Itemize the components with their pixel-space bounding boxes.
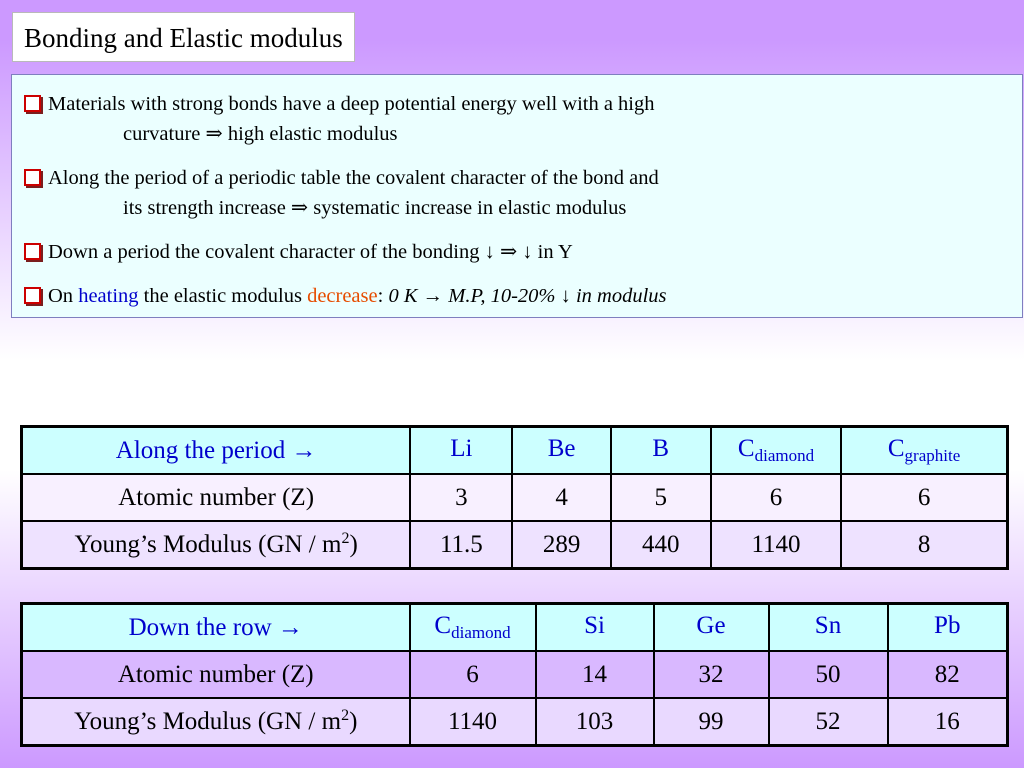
bullet-heating: [24, 281, 1022, 311]
row-label: Atomic number (Z): [22, 474, 411, 521]
bullet-text-line1: Materials with strong bonds have a deep potential energy well with a high: [48, 93, 655, 115]
header-label: Down the row →: [22, 604, 410, 652]
table-row-atomic-number: [22, 474, 1008, 521]
table-cell: 6: [841, 474, 1007, 521]
table-cell: 82: [888, 651, 1008, 698]
decrease-word: decrease: [307, 285, 378, 307]
bullet-on-word: On: [48, 285, 74, 307]
element-cell: [888, 604, 1008, 652]
table-cell: 6: [410, 651, 536, 698]
table-cell: 289: [512, 521, 610, 569]
checkbox-square-icon: [24, 243, 41, 260]
table-header-row: [22, 604, 1008, 652]
table-cell: 1140: [410, 698, 536, 746]
element-symbol: Sn: [814, 612, 842, 639]
table-header-row: [22, 427, 1008, 475]
table-cell: 11.5: [410, 521, 512, 569]
element-subscript: graphite: [904, 446, 961, 465]
colon: :: [377, 285, 384, 307]
table-cell: 440: [611, 521, 711, 569]
checkbox-square-icon: [24, 287, 41, 304]
element-symbol: C: [887, 435, 905, 462]
table-cell: 99: [654, 698, 769, 746]
bullet-text: [48, 281, 1022, 311]
element-symbol: C: [737, 435, 755, 462]
table-cell: 14: [536, 651, 654, 698]
element-symbol: Si: [584, 612, 605, 639]
element-cell: [711, 427, 841, 475]
table-cell: 50: [769, 651, 888, 698]
bullet-mid-text: the elastic modulus: [143, 285, 302, 307]
row-label: [22, 698, 410, 746]
row-label-text: Young’s Modulus (GN / m: [74, 708, 342, 735]
row-label-close: ): [349, 708, 358, 735]
checkbox-square-icon: [24, 169, 41, 186]
element-symbol: Be: [547, 435, 576, 462]
element-cell: [769, 604, 888, 652]
table-cell: 32: [654, 651, 769, 698]
modulus-drop-detail: 0 K → M.P, 10-20% ↓ in modulus: [388, 285, 667, 307]
element-symbol: Pb: [934, 612, 961, 639]
element-symbol: B: [652, 435, 670, 462]
table-along-period: [20, 425, 1009, 570]
element-cell: [512, 427, 610, 475]
table-row-youngs-modulus: [22, 521, 1008, 569]
bullet-text: Down a period the covalent character of the bonding ↓ ⇒ ↓ in Y: [48, 241, 573, 263]
row-label-text: Young’s Modulus (GN / m: [74, 531, 342, 558]
element-cell: [611, 427, 711, 475]
table-cell: 8: [841, 521, 1007, 569]
table-cell: 1140: [711, 521, 841, 569]
table-cell: 6: [711, 474, 841, 521]
element-cell: [410, 604, 536, 652]
element-cell: [841, 427, 1007, 475]
element-subscript: diamond: [754, 446, 815, 465]
bullet-along-period: [24, 163, 1022, 223]
element-symbol: Li: [450, 435, 473, 462]
row-label-sup: 2: [341, 530, 350, 547]
table-cell: 4: [512, 474, 610, 521]
table-cell: 52: [769, 698, 888, 746]
element-symbol: C: [434, 612, 452, 639]
row-label: [22, 521, 411, 569]
table-cell: 103: [536, 698, 654, 746]
bullet-text-line2: its strength increase ⇒ systematic increase in elastic modulus: [123, 197, 627, 219]
element-cell: [410, 427, 512, 475]
element-subscript: diamond: [451, 623, 511, 642]
bullet-list: [11, 74, 1023, 318]
table-row-youngs-modulus: [22, 698, 1008, 746]
table-cell: 16: [888, 698, 1008, 746]
row-label-sup: 2: [341, 707, 350, 724]
bullet-text-line2: curvature ⇒ high elastic modulus: [123, 123, 398, 145]
table-cell: 3: [410, 474, 512, 521]
bullet-down-period: [24, 237, 1022, 267]
table-row-atomic-number: [22, 651, 1008, 698]
row-label-close: ): [349, 531, 358, 558]
element-cell: [654, 604, 769, 652]
table-cell: 5: [611, 474, 711, 521]
table-down-row: [20, 602, 1009, 747]
row-label: Atomic number (Z): [22, 651, 410, 698]
header-label: Along the period →: [22, 427, 411, 475]
element-cell: [536, 604, 654, 652]
checkbox-square-icon: [24, 95, 41, 112]
heating-word: heating: [78, 285, 139, 307]
element-symbol: Ge: [696, 612, 726, 639]
bullet-strong-bonds: [24, 89, 1022, 149]
bullet-text-line1: Along the period of a periodic table the covalent character of the bond and: [48, 167, 659, 189]
slide-title: Bonding and Elastic modulus: [12, 12, 355, 62]
